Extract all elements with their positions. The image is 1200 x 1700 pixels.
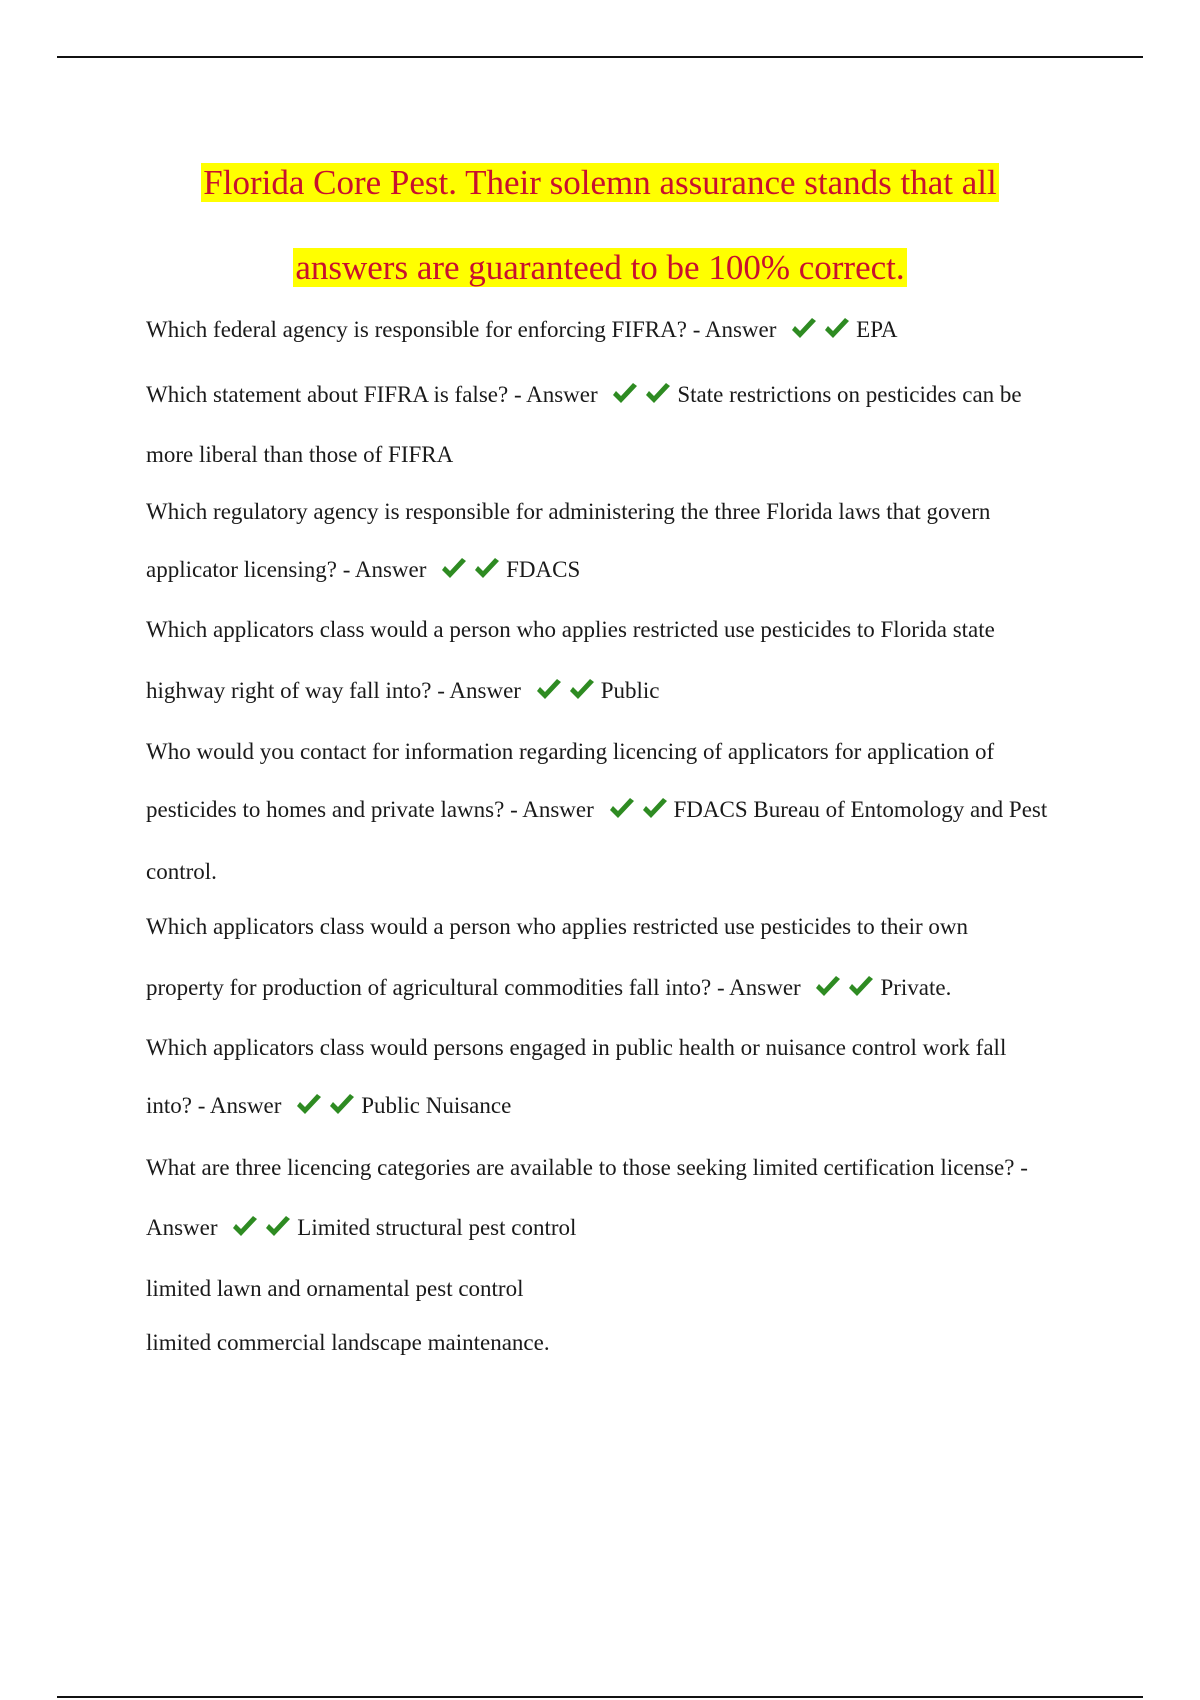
qa-item-5-cont2 bbox=[146, 857, 1106, 887]
answer-label: - Answer bbox=[513, 382, 598, 407]
qa-item-2 bbox=[146, 380, 1106, 410]
check-mark-icon bbox=[644, 382, 672, 406]
question-text: highway right of way fall into? bbox=[146, 678, 432, 703]
qa-item-6 bbox=[146, 912, 1106, 942]
qa-item-3-cont bbox=[146, 555, 1106, 585]
check-mark-icon bbox=[295, 1093, 323, 1117]
qa-item-3 bbox=[146, 497, 1106, 527]
question-text: Which statement about FIFRA is false? bbox=[146, 382, 509, 407]
question-text: Which federal agency is responsible for enforcing FIFRA? bbox=[146, 317, 687, 342]
answer-text: limited lawn and ornamental pest control bbox=[146, 1276, 524, 1301]
qa-item-4 bbox=[146, 615, 1106, 645]
qa-item-5-cont bbox=[146, 795, 1106, 825]
check-mark-icon bbox=[231, 1215, 259, 1239]
qa-item-7-cont bbox=[146, 1091, 1106, 1121]
qa-item-6-cont bbox=[146, 973, 1106, 1003]
question-text: What are three licencing categories are available to those seeking limited certification license? - bbox=[146, 1155, 1028, 1180]
check-mark-icon bbox=[473, 557, 501, 581]
qa-item-8-cont3 bbox=[146, 1328, 1106, 1358]
qa-item-2-cont bbox=[146, 440, 1106, 470]
answer-label: - Answer bbox=[510, 797, 594, 822]
question-text: into? bbox=[146, 1093, 192, 1118]
bottom-rule bbox=[57, 1696, 1143, 1698]
title-line-1: Florida Core Pest. Their solemn assurance stands that all bbox=[203, 163, 997, 202]
qa-item-1 bbox=[146, 315, 1106, 345]
check-mark-icon bbox=[568, 678, 596, 702]
answer-text: limited commercial landscape maintenance. bbox=[146, 1330, 550, 1355]
answer-label: - Answer bbox=[197, 1093, 282, 1118]
answer-text: control. bbox=[146, 859, 217, 884]
answer-label: Answer bbox=[146, 1215, 218, 1240]
answer-text: Public Nuisance bbox=[361, 1093, 512, 1118]
answer-text: Public bbox=[600, 678, 660, 703]
question-text: Which applicators class would a person who applies restricted use pesticides to Florida state bbox=[146, 617, 995, 642]
check-mark-icon bbox=[264, 1215, 292, 1239]
check-mark-icon bbox=[328, 1093, 356, 1117]
check-mark-icon bbox=[814, 975, 842, 999]
question-text: Which applicators class would a person who applies restricted use pesticides to their own bbox=[146, 914, 969, 939]
document-title bbox=[0, 140, 1200, 310]
check-mark-icon bbox=[608, 797, 636, 821]
top-rule bbox=[57, 56, 1143, 58]
answer-text: more liberal than those of FIFRA bbox=[146, 442, 454, 467]
check-mark-icon bbox=[790, 317, 818, 341]
qa-item-7 bbox=[146, 1033, 1106, 1063]
answer-text: State restrictions on pesticides can be bbox=[677, 382, 1022, 407]
answer-text: EPA bbox=[856, 317, 898, 342]
check-mark-icon bbox=[535, 678, 563, 702]
answer-label: - Answer bbox=[717, 975, 801, 1000]
answer-label: - Answer bbox=[692, 317, 777, 342]
check-mark-icon bbox=[823, 317, 851, 341]
answer-text: FDACS bbox=[506, 557, 581, 582]
question-text: pesticides to homes and private lawns? bbox=[146, 797, 505, 822]
title-line-2: answers are guaranteed to be 100% correct. bbox=[295, 248, 905, 287]
qa-item-8-cont bbox=[146, 1213, 1106, 1243]
answer-text: FDACS Bureau of Entomology and Pest bbox=[673, 797, 1048, 822]
answer-text: Limited structural pest control bbox=[297, 1215, 577, 1240]
question-text: Which regulatory agency is responsible for administering the three Florida laws that govern bbox=[146, 499, 991, 524]
answer-label: - Answer bbox=[342, 557, 427, 582]
qa-item-5 bbox=[146, 737, 1106, 767]
qa-item-8 bbox=[146, 1153, 1106, 1183]
check-mark-icon bbox=[847, 975, 875, 999]
answer-label: - Answer bbox=[437, 678, 521, 703]
question-text: Which applicators class would persons engaged in public health or nuisance control work fall bbox=[146, 1035, 1007, 1060]
question-text: property for production of agricultural commodities fall into? bbox=[146, 975, 712, 1000]
answer-text: Private. bbox=[880, 975, 952, 1000]
question-text: Who would you contact for information regarding licencing of applicators for application of bbox=[146, 739, 995, 764]
check-mark-icon bbox=[440, 557, 468, 581]
check-mark-icon bbox=[611, 382, 639, 406]
qa-item-4-cont bbox=[146, 676, 1106, 706]
check-mark-icon bbox=[641, 797, 669, 821]
qa-item-8-cont2 bbox=[146, 1274, 1106, 1304]
question-text: applicator licensing? bbox=[146, 557, 337, 582]
